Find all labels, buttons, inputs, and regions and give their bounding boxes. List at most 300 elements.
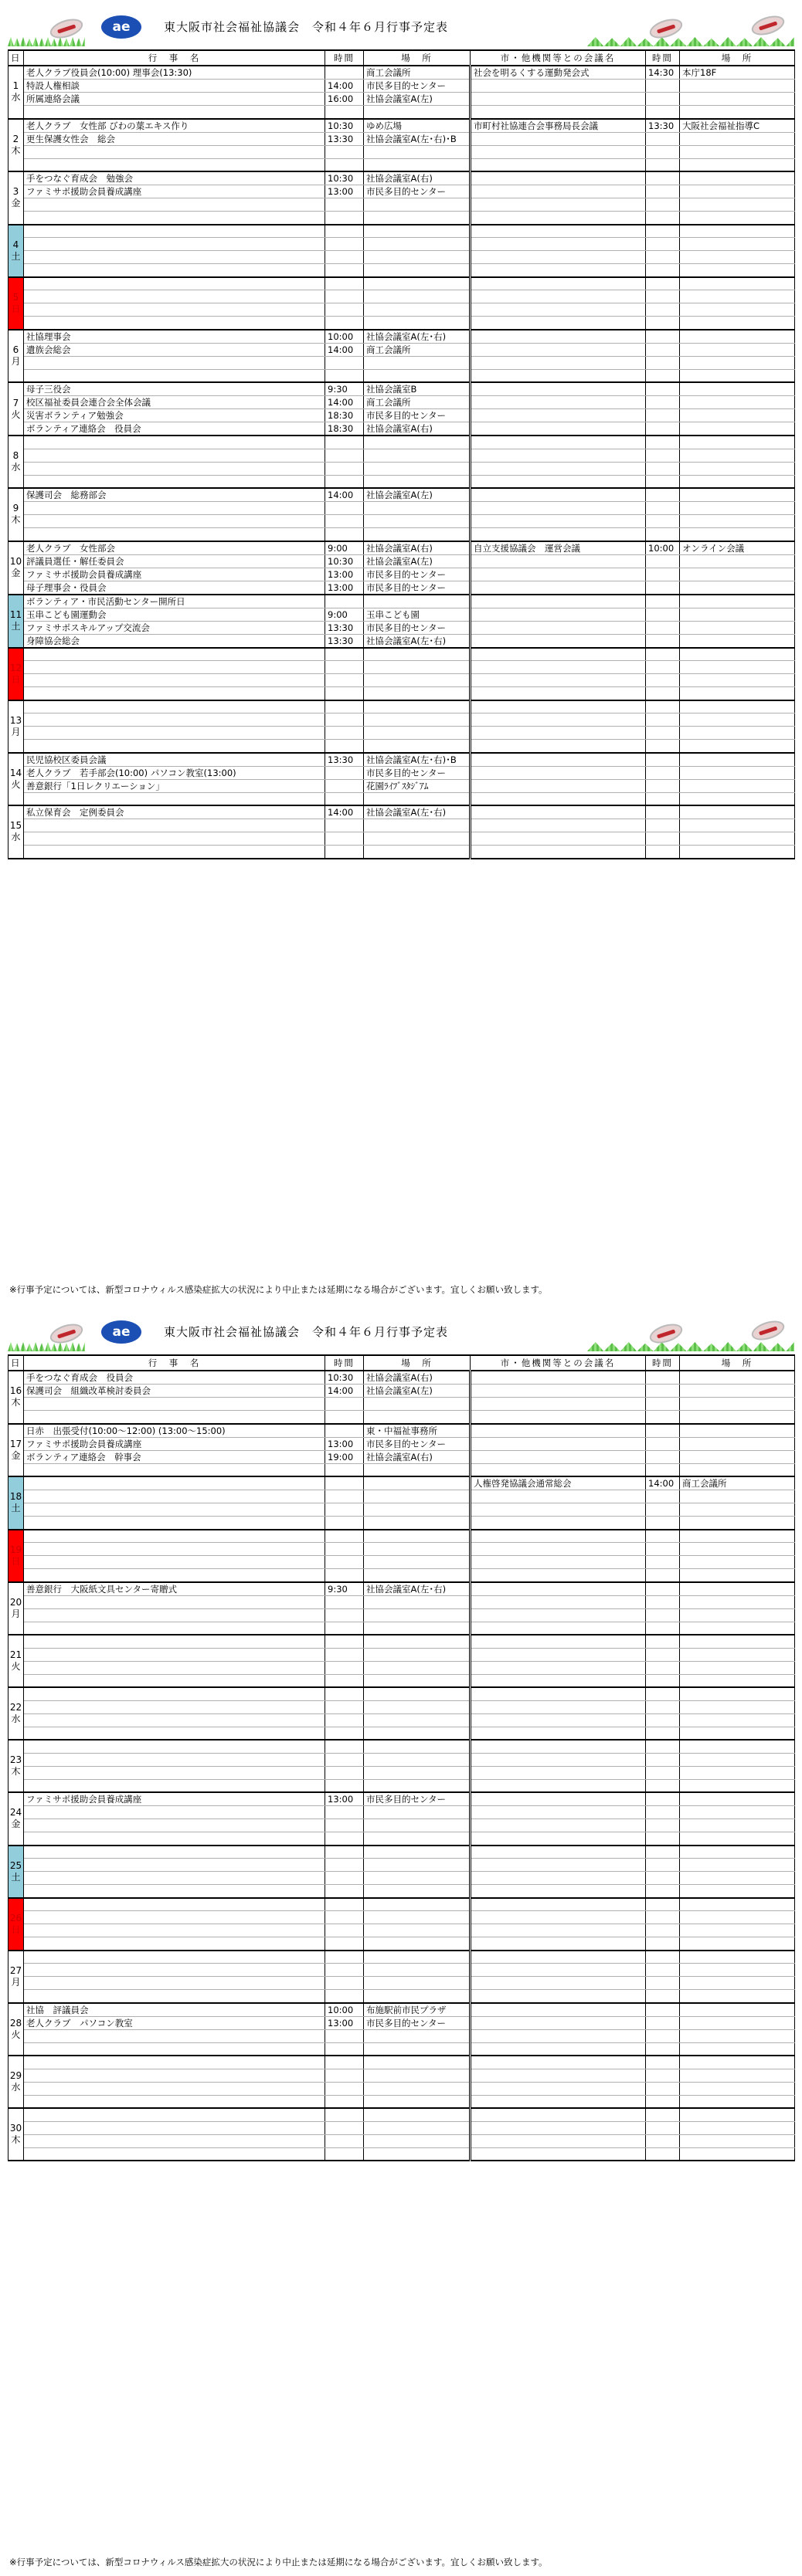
place2-cell bbox=[680, 1595, 795, 1608]
time-cell bbox=[325, 356, 364, 369]
grass-decoration-right bbox=[587, 1342, 794, 1351]
table-row bbox=[8, 277, 795, 290]
place2-cell bbox=[680, 1635, 795, 1648]
time-cell: 14:00 bbox=[325, 343, 364, 356]
time-cell bbox=[325, 1661, 364, 1674]
table-row bbox=[8, 713, 795, 727]
place2-cell: 本庁18F bbox=[680, 66, 795, 80]
table-row bbox=[8, 661, 795, 674]
place-cell bbox=[364, 1635, 471, 1648]
place-cell bbox=[364, 1806, 471, 1819]
time-cell: 13:30 bbox=[325, 621, 364, 634]
time-cell: 13:30 bbox=[325, 634, 364, 648]
place2-cell bbox=[680, 2029, 795, 2042]
place2-cell bbox=[680, 1582, 795, 1596]
time2-cell bbox=[646, 2003, 680, 2017]
other-meeting-cell bbox=[471, 1885, 646, 1898]
event-cell bbox=[24, 2134, 325, 2147]
other-meeting-cell bbox=[471, 1411, 646, 1424]
time-cell bbox=[325, 595, 364, 608]
time2-cell bbox=[646, 661, 680, 674]
place2-cell bbox=[680, 1371, 795, 1385]
other-meeting-cell bbox=[471, 581, 646, 595]
place2-cell bbox=[680, 1450, 795, 1463]
time-cell bbox=[325, 1543, 364, 1556]
time2-cell bbox=[646, 251, 680, 264]
event-cell bbox=[24, 1503, 325, 1517]
time2-cell: 13:30 bbox=[646, 119, 680, 133]
time-cell bbox=[325, 1648, 364, 1661]
time2-cell bbox=[646, 158, 680, 171]
place-cell bbox=[364, 1859, 471, 1872]
header-time2: 時間 bbox=[646, 1355, 680, 1371]
time-cell bbox=[325, 661, 364, 674]
place-cell: 市民多目的センター bbox=[364, 409, 471, 422]
event-cell bbox=[24, 1530, 325, 1543]
table-row bbox=[8, 2134, 795, 2147]
time-cell bbox=[325, 1713, 364, 1727]
event-cell bbox=[24, 2121, 325, 2134]
place2-cell bbox=[680, 2003, 795, 2017]
other-meeting-cell bbox=[471, 198, 646, 212]
event-cell bbox=[24, 1648, 325, 1661]
time-cell: 13:00 bbox=[325, 2016, 364, 2029]
other-meeting-cell bbox=[471, 1924, 646, 1937]
place-cell bbox=[364, 1779, 471, 1792]
time-cell bbox=[325, 238, 364, 251]
other-meeting-cell bbox=[471, 1661, 646, 1674]
place2-cell bbox=[680, 317, 795, 330]
table-row bbox=[8, 1463, 795, 1476]
place2-cell bbox=[680, 621, 795, 634]
time-cell bbox=[325, 212, 364, 225]
event-cell bbox=[24, 145, 325, 158]
time-cell bbox=[325, 449, 364, 462]
event-cell: 日赤 出張受付(10:00～12:00) (13:00～15:00) bbox=[24, 1424, 325, 1438]
time-cell bbox=[325, 2108, 364, 2121]
time2-cell bbox=[646, 436, 680, 449]
place-cell bbox=[364, 290, 471, 303]
place-cell bbox=[364, 1727, 471, 1740]
table-row bbox=[8, 792, 795, 805]
event-cell bbox=[24, 2095, 325, 2108]
time-cell bbox=[325, 303, 364, 317]
day-label: 2 木 bbox=[8, 119, 24, 172]
place-cell bbox=[364, 1832, 471, 1846]
other-meeting-cell bbox=[471, 727, 646, 740]
place-cell bbox=[364, 1556, 471, 1569]
place2-cell bbox=[680, 1437, 795, 1450]
place2-cell bbox=[680, 568, 795, 581]
place2-cell bbox=[680, 277, 795, 290]
place-cell bbox=[364, 1503, 471, 1517]
other-meeting-cell bbox=[471, 515, 646, 528]
time2-cell bbox=[646, 2147, 680, 2161]
place-cell bbox=[364, 1398, 471, 1411]
time2-cell bbox=[646, 1450, 680, 1463]
place-cell bbox=[364, 1674, 471, 1687]
other-meeting-cell bbox=[471, 2095, 646, 2108]
other-meeting-cell bbox=[471, 317, 646, 330]
place-cell: 社協会議室B bbox=[364, 382, 471, 396]
time-cell: 13:30 bbox=[325, 132, 364, 145]
table-row bbox=[8, 1832, 795, 1846]
table-row bbox=[8, 2056, 795, 2069]
place2-cell bbox=[680, 1424, 795, 1438]
place2-cell bbox=[680, 2042, 795, 2056]
table-row bbox=[8, 488, 795, 502]
event-cell bbox=[24, 1608, 325, 1622]
time-cell: 10:30 bbox=[325, 554, 364, 568]
table-row bbox=[8, 185, 795, 198]
place-cell bbox=[364, 1872, 471, 1885]
event-cell bbox=[24, 1779, 325, 1792]
header-place2: 場 所 bbox=[680, 50, 795, 66]
time2-cell bbox=[646, 1911, 680, 1924]
day-label: 13 月 bbox=[8, 700, 24, 753]
place-cell: 東・中福祉事務所 bbox=[364, 1424, 471, 1438]
table-row bbox=[8, 727, 795, 740]
time-cell bbox=[325, 225, 364, 238]
place2-cell bbox=[680, 1753, 795, 1766]
event-cell bbox=[24, 1937, 325, 1951]
other-meeting-cell bbox=[471, 1819, 646, 1832]
time-cell bbox=[325, 819, 364, 832]
other-meeting-cell bbox=[471, 713, 646, 727]
event-cell bbox=[24, 2042, 325, 2056]
time-cell bbox=[325, 2134, 364, 2147]
other-meeting-cell bbox=[471, 674, 646, 687]
time2-cell bbox=[646, 2108, 680, 2121]
other-meeting-cell bbox=[471, 805, 646, 819]
time-cell bbox=[325, 1779, 364, 1792]
time2-cell bbox=[646, 1700, 680, 1713]
time-cell bbox=[325, 1674, 364, 1687]
table-row bbox=[8, 2069, 795, 2082]
table-row bbox=[8, 2042, 795, 2056]
other-meeting-cell bbox=[471, 251, 646, 264]
place-cell bbox=[364, 449, 471, 462]
table-row bbox=[8, 541, 795, 555]
place-cell bbox=[364, 2056, 471, 2069]
time-cell: 13:00 bbox=[325, 1792, 364, 1806]
table-row bbox=[8, 290, 795, 303]
time-cell bbox=[325, 198, 364, 212]
other-meeting-cell bbox=[471, 568, 646, 581]
table-row bbox=[8, 198, 795, 212]
footnote: ※行事予定については、新型コロナウィルス感染症拡大の状況により中止または延期になる場合がございます。宜しくお願い致します。 bbox=[9, 1284, 548, 1295]
time-cell bbox=[325, 1398, 364, 1411]
event-cell bbox=[24, 1490, 325, 1503]
time-cell: 16:00 bbox=[325, 93, 364, 106]
place-cell bbox=[364, 1924, 471, 1937]
event-cell bbox=[24, 700, 325, 713]
table-row bbox=[8, 1964, 795, 1977]
table-row bbox=[8, 766, 795, 779]
event-cell bbox=[24, 1517, 325, 1530]
place-cell bbox=[364, 436, 471, 449]
day-label: 16 木 bbox=[8, 1371, 24, 1424]
day-label: 27 月 bbox=[8, 1951, 24, 2003]
place-cell bbox=[364, 2082, 471, 2095]
event-cell bbox=[24, 1713, 325, 1727]
time2-cell bbox=[646, 1543, 680, 1556]
other-meeting-cell bbox=[471, 1713, 646, 1727]
place2-cell bbox=[680, 1740, 795, 1753]
schedule-body bbox=[8, 66, 795, 859]
event-cell: 災害ボランティア勉強会 bbox=[24, 409, 325, 422]
other-meeting-cell bbox=[471, 171, 646, 185]
place2-cell bbox=[680, 634, 795, 648]
other-meeting-cell bbox=[471, 1740, 646, 1753]
event-cell: 社協理事会 bbox=[24, 330, 325, 344]
event-cell bbox=[24, 1872, 325, 1885]
time-cell bbox=[325, 1819, 364, 1832]
time2-cell bbox=[646, 185, 680, 198]
place-cell bbox=[364, 225, 471, 238]
time2-cell bbox=[646, 554, 680, 568]
other-meeting-cell bbox=[471, 1530, 646, 1543]
place-cell bbox=[364, 1530, 471, 1543]
time-cell bbox=[325, 1476, 364, 1490]
other-meeting-cell bbox=[471, 1595, 646, 1608]
place-cell bbox=[364, 1713, 471, 1727]
event-cell bbox=[24, 158, 325, 171]
place-cell bbox=[364, 1543, 471, 1556]
time2-cell bbox=[646, 132, 680, 145]
place-cell bbox=[364, 212, 471, 225]
day-label: 5 日 bbox=[8, 277, 24, 330]
schedule-table bbox=[8, 49, 795, 859]
other-meeting-cell bbox=[471, 687, 646, 700]
day-label: 25 土 bbox=[8, 1846, 24, 1898]
time-cell bbox=[325, 2082, 364, 2095]
time-cell bbox=[325, 1569, 364, 1582]
event-cell bbox=[24, 1556, 325, 1569]
time-cell bbox=[325, 779, 364, 792]
time-cell bbox=[325, 1766, 364, 1779]
day-label: 8 水 bbox=[8, 436, 24, 488]
table-row bbox=[8, 1450, 795, 1463]
time2-cell bbox=[646, 502, 680, 515]
time2-cell bbox=[646, 2095, 680, 2108]
place2-cell bbox=[680, 1648, 795, 1661]
time2-cell bbox=[646, 621, 680, 634]
event-cell bbox=[24, 2082, 325, 2095]
table-row bbox=[8, 1951, 795, 1964]
event-cell: 校区福祉委員会連合会全体会議 bbox=[24, 396, 325, 409]
time2-cell bbox=[646, 1977, 680, 1990]
table-row bbox=[8, 119, 795, 133]
day-label: 20 月 bbox=[8, 1582, 24, 1635]
place-cell bbox=[364, 1753, 471, 1766]
time2-cell bbox=[646, 1951, 680, 1964]
place2-cell bbox=[680, 648, 795, 661]
time2-cell bbox=[646, 1424, 680, 1438]
event-cell: ボランティア連絡会 幹事会 bbox=[24, 1450, 325, 1463]
time2-cell bbox=[646, 2121, 680, 2134]
event-cell bbox=[24, 106, 325, 119]
table-row bbox=[8, 1517, 795, 1530]
place2-cell bbox=[680, 1911, 795, 1924]
event-cell: ファミサポスキルアップ交流会 bbox=[24, 621, 325, 634]
time-cell bbox=[325, 832, 364, 846]
table-row bbox=[8, 595, 795, 608]
place2-cell bbox=[680, 330, 795, 344]
place-cell bbox=[364, 1766, 471, 1779]
other-meeting-cell bbox=[471, 1859, 646, 1872]
place2-cell bbox=[680, 819, 795, 832]
time-cell bbox=[325, 1635, 364, 1648]
table-row bbox=[8, 264, 795, 277]
place-cell: 市民多目的センター bbox=[364, 568, 471, 581]
place-cell bbox=[364, 674, 471, 687]
other-meeting-cell bbox=[471, 1753, 646, 1766]
other-meeting-cell bbox=[471, 2134, 646, 2147]
place2-cell bbox=[680, 1872, 795, 1885]
event-cell: ボランティア連絡会 役員会 bbox=[24, 422, 325, 436]
time-cell: 18:30 bbox=[325, 409, 364, 422]
table-row bbox=[8, 554, 795, 568]
time-cell: 14:00 bbox=[325, 805, 364, 819]
other-meeting-cell bbox=[471, 661, 646, 674]
event-cell bbox=[24, 1832, 325, 1846]
other-meeting-cell bbox=[471, 1635, 646, 1648]
table-row bbox=[8, 1806, 795, 1819]
event-cell bbox=[24, 198, 325, 212]
place-cell: 社協会議室A(左) bbox=[364, 488, 471, 502]
event-cell bbox=[24, 502, 325, 515]
time-cell bbox=[325, 1924, 364, 1937]
other-meeting-cell bbox=[471, 369, 646, 382]
page-title: 東大阪市社会福祉協議会 令和４年６月行事予定表 bbox=[164, 1325, 449, 1339]
place-cell bbox=[364, 145, 471, 158]
place-cell bbox=[364, 648, 471, 661]
table-row bbox=[8, 2003, 795, 2017]
place2-cell bbox=[680, 554, 795, 568]
rugby-ball-icon bbox=[749, 1317, 787, 1344]
table-row bbox=[8, 1779, 795, 1792]
event-cell bbox=[24, 1700, 325, 1713]
event-cell bbox=[24, 290, 325, 303]
place-cell bbox=[364, 792, 471, 805]
day-label: 26 日 bbox=[8, 1898, 24, 1951]
time2-cell bbox=[646, 846, 680, 859]
time2-cell bbox=[646, 1937, 680, 1951]
place2-cell bbox=[680, 1713, 795, 1727]
schedule-table bbox=[8, 1354, 795, 2161]
place2-cell bbox=[680, 1727, 795, 1740]
time2-cell bbox=[646, 2056, 680, 2069]
time-cell: 9:00 bbox=[325, 608, 364, 621]
place2-cell bbox=[680, 740, 795, 753]
place-cell: 市民多目的センター bbox=[364, 80, 471, 93]
place-cell: 社協会議室A(左･右) bbox=[364, 634, 471, 648]
time2-cell bbox=[646, 303, 680, 317]
place2-cell bbox=[680, 2016, 795, 2029]
place2-cell bbox=[680, 198, 795, 212]
event-cell: 更生保護女性会 総会 bbox=[24, 132, 325, 145]
event-cell bbox=[24, 356, 325, 369]
event-cell: ファミサポ援助会員養成講座 bbox=[24, 185, 325, 198]
place2-cell bbox=[680, 449, 795, 462]
time-cell bbox=[325, 515, 364, 528]
header-day: 日 bbox=[8, 1355, 24, 1371]
place2-cell bbox=[680, 1819, 795, 1832]
event-cell bbox=[24, 515, 325, 528]
place-cell bbox=[364, 2042, 471, 2056]
event-cell bbox=[24, 212, 325, 225]
table-row bbox=[8, 502, 795, 515]
time-cell bbox=[325, 1885, 364, 1898]
place2-cell bbox=[680, 1569, 795, 1582]
table-row bbox=[8, 1398, 795, 1411]
day-label: 18 土 bbox=[8, 1476, 24, 1530]
time-cell bbox=[325, 1753, 364, 1766]
place2-cell bbox=[680, 225, 795, 238]
time-cell bbox=[325, 1937, 364, 1951]
time-cell: 13:00 bbox=[325, 185, 364, 198]
table-row bbox=[8, 158, 795, 171]
event-cell: 玉串こども園運動会 bbox=[24, 608, 325, 621]
event-cell bbox=[24, 1819, 325, 1832]
table-row bbox=[8, 66, 795, 80]
event-cell bbox=[24, 1964, 325, 1977]
other-meeting-cell bbox=[471, 185, 646, 198]
other-meeting-cell bbox=[471, 1569, 646, 1582]
other-meeting-cell bbox=[471, 1385, 646, 1398]
time2-cell bbox=[646, 713, 680, 727]
place-cell bbox=[364, 1569, 471, 1582]
place2-cell bbox=[680, 2134, 795, 2147]
table-row bbox=[8, 1911, 795, 1924]
event-cell bbox=[24, 1398, 325, 1411]
event-cell: 保護司会 総務部会 bbox=[24, 488, 325, 502]
place-cell bbox=[364, 2147, 471, 2161]
event-cell: 評議員選任・解任委員会 bbox=[24, 554, 325, 568]
place2-cell bbox=[680, 356, 795, 369]
header-place: 場 所 bbox=[364, 50, 471, 66]
time2-cell bbox=[646, 753, 680, 767]
other-meeting-cell bbox=[471, 1806, 646, 1819]
table-row bbox=[8, 832, 795, 846]
time-cell bbox=[325, 317, 364, 330]
time-cell: 9:30 bbox=[325, 382, 364, 396]
time-cell bbox=[325, 2069, 364, 2082]
time2-cell bbox=[646, 1490, 680, 1503]
place-cell: 商工会議所 bbox=[364, 66, 471, 80]
table-row bbox=[8, 2095, 795, 2108]
other-meeting-cell bbox=[471, 1846, 646, 1859]
place-cell: 商工会議所 bbox=[364, 396, 471, 409]
header-time: 時間 bbox=[325, 1355, 364, 1371]
place2-cell bbox=[680, 805, 795, 819]
place2-cell bbox=[680, 608, 795, 621]
other-meeting-cell bbox=[471, 343, 646, 356]
time-cell bbox=[325, 290, 364, 303]
place-cell bbox=[364, 462, 471, 475]
place2-cell bbox=[680, 1779, 795, 1792]
time2-cell bbox=[646, 1898, 680, 1911]
other-meeting-cell bbox=[471, 356, 646, 369]
time2-cell bbox=[646, 382, 680, 396]
time-cell bbox=[325, 2147, 364, 2161]
table-row bbox=[8, 1937, 795, 1951]
other-meeting-cell bbox=[471, 753, 646, 767]
place-cell bbox=[364, 661, 471, 674]
time2-cell bbox=[646, 1872, 680, 1885]
place-cell bbox=[364, 1661, 471, 1674]
